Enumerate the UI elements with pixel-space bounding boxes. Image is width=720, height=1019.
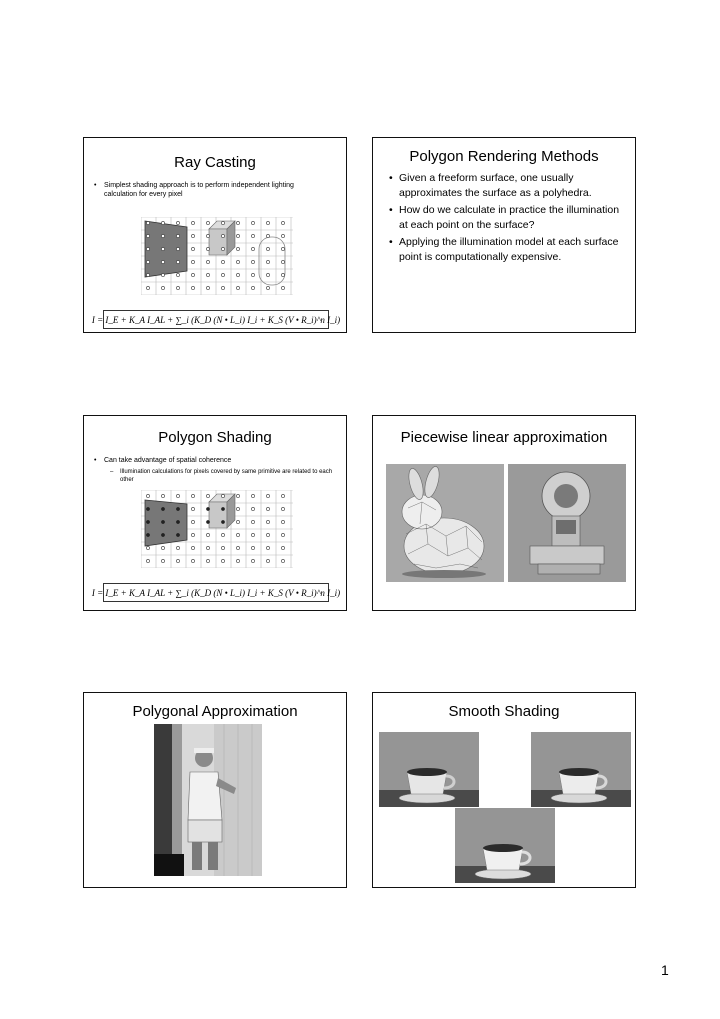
slide-smooth-shading xyxy=(372,692,636,888)
illumination-formula: I = I_E + K_A I_AL + ∑_i (K_D (N • L_i) I_i + K_S (V • R_i)^n I_i) xyxy=(103,583,329,602)
bullet-list xyxy=(94,456,334,465)
slide-polygonal-approximation xyxy=(83,692,347,888)
slide-title: Ray Casting xyxy=(174,154,256,171)
page-number: 1 xyxy=(661,962,669,978)
teacup-gouraud-shaded-image xyxy=(531,732,631,807)
pixel-grid-diagram xyxy=(141,490,293,568)
bullet-item: • Given a freeform surface, one usually approximates the surface as a polyhedra. xyxy=(389,171,629,200)
slide-title: Piecewise linear approximation xyxy=(400,429,608,446)
slide-title: Polygon Shading xyxy=(158,429,272,446)
slide-polygon-rendering-methods xyxy=(372,137,636,333)
teacup-flat-shaded-image xyxy=(379,732,479,807)
slide-ray-casting xyxy=(83,137,347,333)
person-photo xyxy=(154,724,262,876)
bullet-item: • How do we calculate in practice the illumination at each point on the surface? xyxy=(389,203,629,232)
bullet-item: • Can take advantage of spatial coherence xyxy=(94,456,334,465)
bullet-item: • Simplest shading approach is to perform independent lighting calculation for every pixel xyxy=(94,181,324,199)
teacup-phong-shaded-image xyxy=(455,808,555,883)
slide-polygon-shading xyxy=(83,415,347,611)
sub-bullet-item: – Illumination calculations for pixels covered by same primitive are related to each other xyxy=(110,468,340,484)
slide-title: Smooth Shading xyxy=(448,703,560,720)
bullet-item: • Applying the illumination model at each surface point is computationally expensive. xyxy=(389,235,629,264)
mechanical-part-image xyxy=(508,464,626,582)
bullet-list xyxy=(94,181,324,199)
slide-title: Polygonal Approximation xyxy=(132,703,298,720)
bunny-mesh-image xyxy=(386,464,504,582)
illumination-formula: I = I_E + K_A I_AL + ∑_i (K_D (N • L_i) I_i + K_S (V • R_i)^n I_i) xyxy=(103,310,329,329)
pixel-grid-diagram xyxy=(141,217,293,295)
bullet-list xyxy=(389,171,629,267)
slide-title: Polygon Rendering Methods xyxy=(409,148,599,165)
slide-piecewise-linear xyxy=(372,415,636,611)
